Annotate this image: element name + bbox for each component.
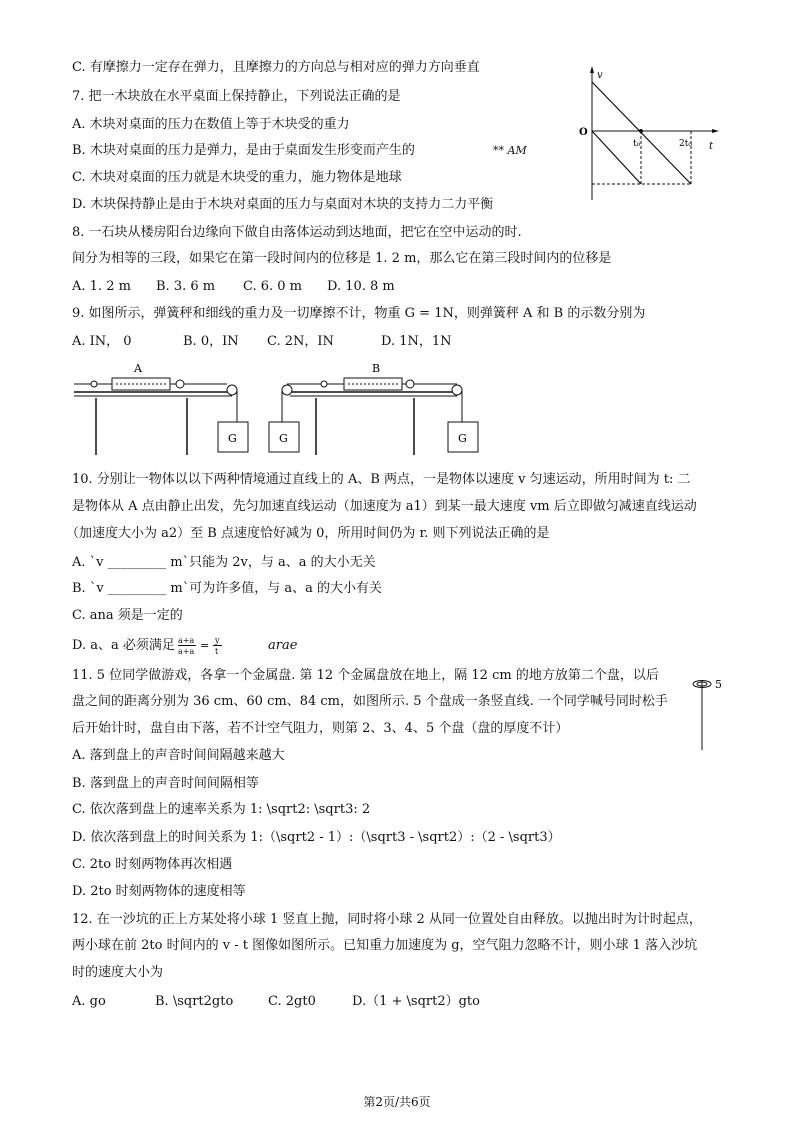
equals-sign: = — [200, 639, 210, 652]
v-label: v — [597, 70, 603, 81]
option-q8-b: B. 3. 6 m — [156, 279, 216, 294]
option-q7-a: A. 木块对桌面的压力在数值上等于木块受的重力 — [72, 117, 350, 132]
hook-a-right — [176, 380, 184, 388]
option-q10-b: B. `v _________ m`可为许多值，与 a、a 的大小有关 — [72, 581, 383, 596]
option-q8-a: A. 1. 2 m — [72, 279, 131, 294]
weight-b-right-label: G — [458, 432, 467, 445]
option-q9-d: D. 1N，1N — [381, 334, 452, 349]
question-8: 8. 一石块从楼房阳台边缘向下做自由落体运动到达地面，把它在空中运动的时. — [72, 225, 522, 240]
question-11-cont1: 盘之间的距离分别为 36 cm、60 cm、84 cm，如图所示. 5 个盘成一条竖直线. 一个同学喊号同时松手 — [72, 694, 668, 709]
option-q11-a: A. 落到盘上的声音时间间隔越来越大 — [72, 748, 285, 763]
option-extra-c: C. 2to 时刻两物体再次相遇 — [72, 857, 233, 872]
t0-label: t₀ — [633, 139, 641, 149]
option-extra-d: D. 2to 时刻两物体的速度相等 — [72, 884, 246, 899]
weight-b-left-label: G — [279, 432, 288, 445]
option-q11-c: C. 依次落到盘上的速率关系为 1: \sqrt2: \sqrt3: 2 — [72, 802, 371, 817]
option-q12-c: C. 2gt0 — [268, 994, 316, 1009]
option-q9-c: C. 2N，IN — [267, 334, 334, 349]
fraction-numerator: a+a — [178, 636, 195, 645]
o-label: O — [579, 127, 588, 138]
question-12: 12. 在一沙坑的正上方某处将小球 1 竖直上抛，同时将小球 2 从同一位置处自由释放。以抛出时为计时起点， — [72, 912, 702, 927]
option-q9-a: A. IN， 0 — [72, 334, 132, 349]
v-axis-arrow — [590, 66, 594, 73]
fraction2-bar — [213, 645, 222, 646]
option-q12-d: D.（1 + \sqrt2）gto — [352, 994, 480, 1009]
fraction-bar — [178, 645, 196, 646]
option-q10-d: D. a、a 必须满足 — [72, 638, 175, 653]
figure-a — [74, 362, 248, 455]
hook-b-left — [321, 381, 327, 387]
vt-graph — [575, 62, 725, 202]
figure-b — [269, 362, 478, 455]
option-q7-d: D. 木块保持静止是由于木块对桌面的压力与桌面对木块的支持力二力平衡 — [72, 197, 494, 212]
option-q7-c: C. 木块对桌面的压力就是木块受的重力，施力物体是地球 — [72, 170, 402, 185]
hook-a-left — [91, 381, 97, 387]
question-10-cont1: 是物体从 A 点由静止出发，先匀加速直线运动（加速度为 a1）到某一最大速度 vm 后立即做匀减速直线运动 — [72, 499, 697, 514]
option-q9-b: B. 0，IN — [183, 334, 239, 349]
disk-figure — [688, 672, 728, 752]
q10-trailing: arae — [268, 638, 298, 653]
question-12-cont1: 两小球在前 2to 时间内的 v - t 图像如图所示。已知重力加速度为 g，空气阻力忽略不计，则小球 1 落入沙坑 — [72, 938, 698, 953]
question-8-cont: 间分为相等的三段，如果它在第一段时间内的位移是 1. 2 m，那么它在第三段时间内的位移是 — [72, 251, 612, 266]
page-footer: 第2页/共6页 — [363, 1095, 431, 1109]
option-q8-d: D. 10. 8 m — [327, 279, 395, 294]
question-11-cont2: 后开始计时，盘自由下落，若不计空气阻力，则第 2、3、4、5 个盘（盘的厚度不计） — [72, 721, 569, 736]
question-11: 11. 5 位同学做游戏，各拿一个金属盘. 第 12 个金属盘放在地上，隔 12 cm 的地方放第二个盘，以后 — [72, 668, 659, 683]
fraction-denominator: a+a — [178, 647, 195, 656]
question-10-cont2: （加速度大小为 a2）至 B 点速度恰好减为 0，所用时间仍为 r. 则下列说法正确的是 — [66, 526, 550, 541]
option-q11-b: B. 落到盘上的声音时间间隔相等 — [72, 776, 259, 791]
label-b: B — [372, 362, 381, 375]
option-q11-d: D. 依次落到盘上的时间关系为 1:（\sqrt2 - 1）:（\sqrt3 - \sqrt2）:（2 - \sqrt3） — [72, 830, 561, 845]
question-12-cont2: 时的速度大小为 — [72, 965, 164, 980]
option-q7-b: B. 木块对桌面的压力是弹力，是由于桌面发生形变而产生的 — [72, 143, 415, 158]
question-7: 7. 把一木块放在水平桌面上保持静止，下列说法正确的是 — [72, 89, 401, 104]
fraction2-numerator: y — [215, 636, 220, 645]
pulley-b-left — [282, 385, 292, 395]
option-q6-c: C. 有摩擦力一定存在弹力，且摩擦力的方向总与相对应的弹力方向垂直 — [72, 60, 480, 75]
fraction2-denominator: t — [215, 647, 219, 656]
weight-a-label: G — [228, 432, 237, 445]
option-q8-c: C. 6. 0 m — [243, 279, 303, 294]
option-q10-c: C. ana 须是一定的 — [72, 608, 183, 623]
question-9: 9. 如图所示，弹簧秤和细线的重力及一切摩擦不计，物重 G = 1N，则弹簧秤 A 和 B 的示数分别为 — [72, 306, 646, 321]
t-label: t — [709, 141, 714, 152]
pulley-b-right — [452, 385, 462, 395]
option-q10-a: A. `v _________ m`只能为 2v，与 a、a 的大小无关 — [72, 555, 376, 570]
intersection-dot — [639, 129, 643, 133]
q7-note: ** AM — [493, 144, 527, 157]
option-q12-b: B. \sqrt2gto — [155, 994, 234, 1009]
pulley-a — [227, 385, 237, 395]
2t0-label: 2t₀ — [679, 139, 692, 149]
label-a: A — [134, 362, 142, 375]
t-axis-arrow — [712, 129, 719, 133]
option-q12-a: A. go — [72, 994, 106, 1009]
disk-label: 5 — [715, 678, 722, 691]
hook-b-right — [406, 380, 414, 388]
question-10: 10. 分别让一物体以以下两种情境通过直线上的 A、B 两点，一是物体以速度 v 匀速运动，所用时间为 t: 二 — [72, 472, 691, 487]
spring-scale-figure — [72, 360, 492, 460]
